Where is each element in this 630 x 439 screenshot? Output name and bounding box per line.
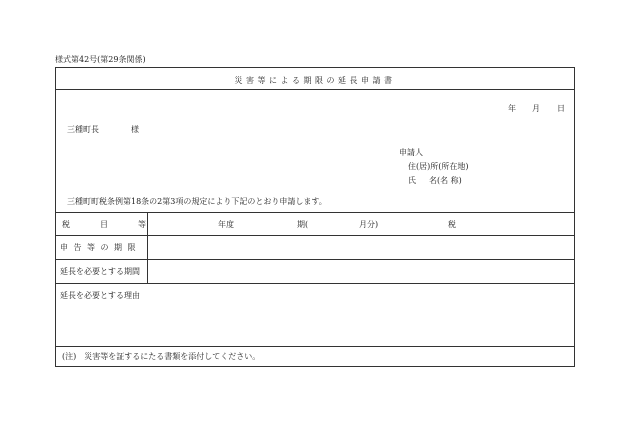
- row-divider-1: [56, 235, 574, 236]
- date-year-label: 年: [508, 104, 516, 113]
- applicant-name-label-1: 氏: [408, 176, 416, 185]
- tax-item-label: 税 目 等: [62, 220, 157, 229]
- reason-label: 延長を必要とする理由: [60, 291, 140, 300]
- tax-year-label: 年度: [218, 220, 234, 229]
- date-month-label: 月: [532, 104, 540, 113]
- extension-period-label: 延長を必要とする期間: [60, 267, 140, 276]
- tax-month-label: 月分): [359, 220, 379, 229]
- row-divider-3: [56, 283, 574, 284]
- tax-period-label: 期(: [297, 220, 309, 229]
- applicant-heading: 申請人: [399, 148, 423, 157]
- tax-type-label: 税: [448, 220, 456, 229]
- addressee-honorific: 様: [131, 125, 139, 134]
- applicant-name-label-2: 名(名 称): [429, 176, 462, 185]
- attachment-note: (注) 災害等を証するにたる書類を添付してください。: [62, 352, 261, 361]
- title-divider: [56, 89, 574, 90]
- application-form: [55, 67, 575, 367]
- row-divider-2: [56, 259, 574, 260]
- addressee-name: 三種町長: [67, 125, 99, 134]
- row-divider-4: [56, 346, 574, 347]
- date-day-label: 日: [557, 104, 565, 113]
- form-title: 災害等による期限の延長申請書: [234, 76, 396, 85]
- applicant-address-label: 住(居)所(所在地): [408, 162, 469, 171]
- deadline-label: 申告等の期限: [60, 243, 141, 252]
- form-number: 様式第42号(第29条関係): [55, 55, 146, 64]
- label-column-divider: [147, 212, 148, 283]
- statement-divider: [56, 212, 574, 213]
- application-statement: 三種町町税条例第18条の2第3項の規定により下記のとおり申請します。: [67, 197, 327, 206]
